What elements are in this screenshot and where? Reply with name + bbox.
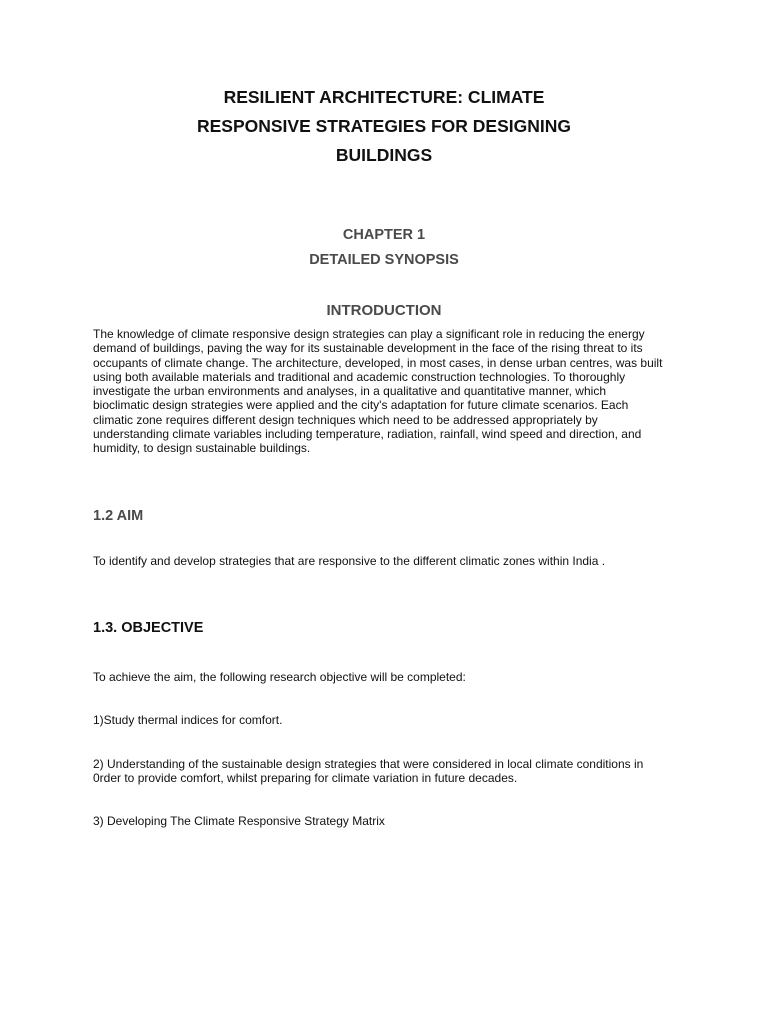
- introduction-line: demand of buildings, paving the way for its sustainable development in the face of the rising threat to its: [93, 341, 643, 356]
- introduction-paragraph: [93, 327, 693, 456]
- introduction-line: understanding climate variables including temperature, radiation, rainfall, wind speed and direction, and: [93, 427, 642, 442]
- title-line-2: RESPONSIVE STRATEGIES FOR DESIGNING: [196, 116, 572, 136]
- aim-text: To identify and develop strategies that are responsive to the different climatic zones within India .: [93, 554, 606, 568]
- introduction-line: climatic zone requires different design techniques which need to be addressed appropriately by: [93, 412, 598, 427]
- objective-item-3: 3) Developing The Climate Responsive Strategy Matrix: [93, 814, 385, 828]
- objective-item-2-line-1: 2) Understanding of the sustainable design strategies that were considered in local climate conditions in: [93, 757, 644, 771]
- title-line-1: RESILIENT ARCHITECTURE: CLIMATE: [223, 87, 545, 107]
- introduction-line: occupants of climate change. The architecture, developed, in most cases, in dense urban centres, was built: [93, 355, 663, 370]
- objective-item-1: 1)Study thermal indices for comfort.: [93, 713, 283, 727]
- objective-item-2-line-2: 0rder to provide comfort, whilst preparing for climate variation in future decades.: [93, 771, 518, 785]
- introduction-line: investigate the urban environments and analyses, in a qualitative and quantitative manner, which: [93, 384, 606, 399]
- title-line-3: BUILDINGS: [335, 145, 433, 165]
- introduction-line: using both available materials and traditional and academic construction technologies. To thoroughly: [93, 369, 626, 384]
- chapter-subtitle: DETAILED SYNOPSIS: [309, 252, 459, 268]
- aim-heading: 1.2 AIM: [93, 508, 144, 524]
- introduction-heading: INTRODUCTION: [326, 302, 442, 319]
- introduction-line: bioclimatic design strategies were applied and the city's adaptation for future climate scenarios. Each: [93, 398, 629, 413]
- introduction-line: humidity, to design sustainable buildings.: [93, 441, 311, 456]
- objective-heading: 1.3. OBJECTIVE: [93, 620, 204, 636]
- chapter-number: CHAPTER 1: [342, 227, 426, 243]
- introduction-line: The knowledge of climate responsive design strategies can play a significant role in reducing the energy: [93, 327, 645, 341]
- objective-intro: To achieve the aim, the following research objective will be completed:: [93, 670, 466, 684]
